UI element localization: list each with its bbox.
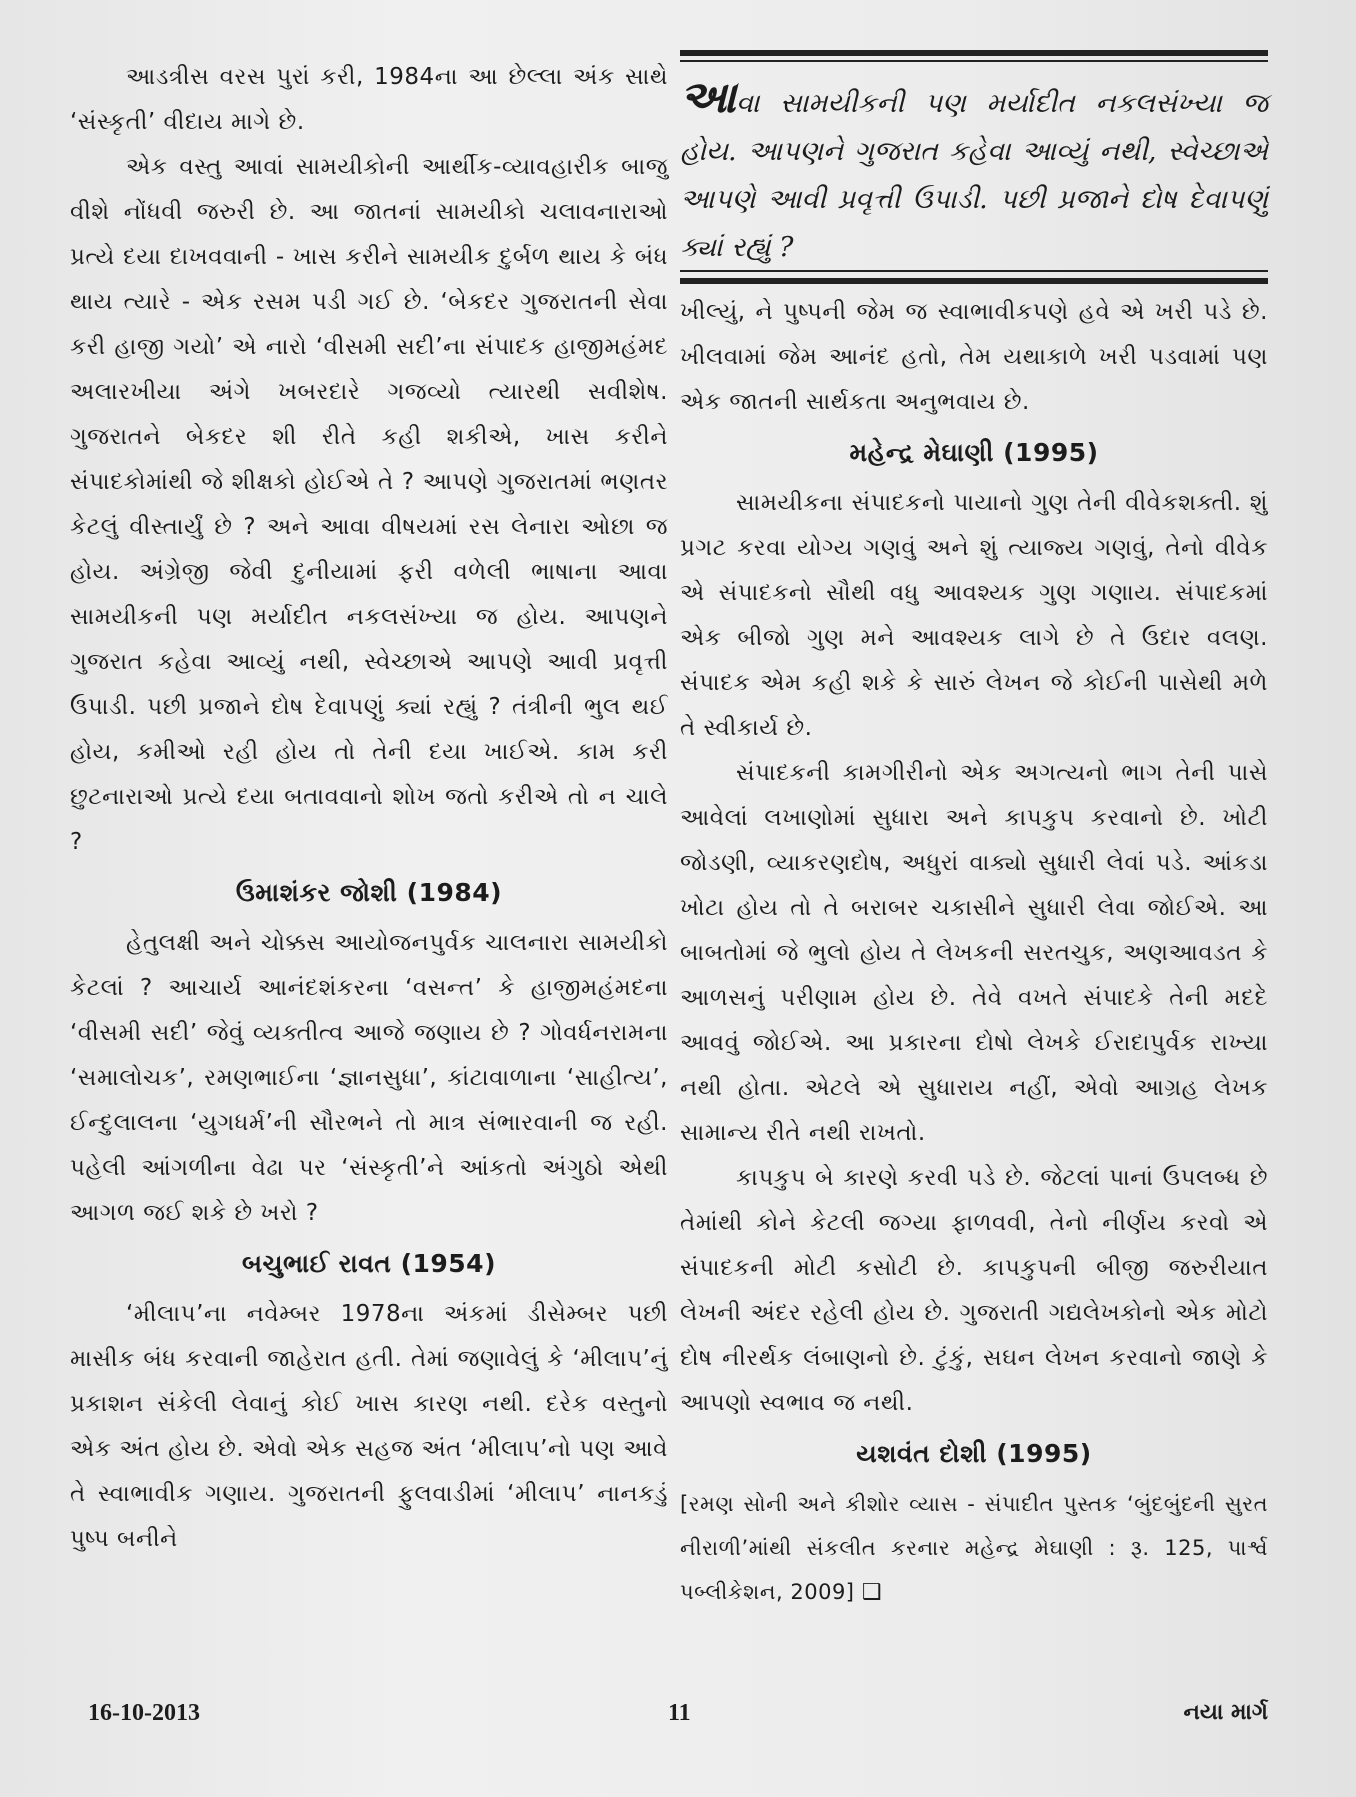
author-signature: યશવંત દોશી (1995) — [856, 1439, 1092, 1468]
author-signature: મહેન્દ્ર મેઘાણી (1995) — [849, 438, 1099, 467]
paragraph: કાપકુપ બે કારણે કરવી પડે છે. જેટલાં પાનાં ઉપલબ્ધ છે તેમાંથી કોને કેટલી જગ્યા ફાળવવી, તેનો નીર્ણય કરવો એ સંપાદકની મોટી કસોટી છે. કાપકુપની બીજી જરુરીયાત લેખની અંદર રહેલી હોય છે. ગુજરાતી ગદ્યલેખકોનો એક મોટો દોષ નીરર્થક લંબાણનો છે. ટુંકું, સઘન લેખન કરવાનો જાણે કે આપણો સ્વભાવ જ નથી. — [680, 1165, 1268, 1416]
paragraph: એક વસ્તુ આવાં સામયીકોની આર્થીક-વ્યાવહારીક બાજુ વીશે નોંધવી જરુરી છે. આ જાતનાં સામયીકો ચલાવનારાઓ પ્રત્યે દયા દાખવવાની - ખાસ કરીને સામયીક દુર્બળ થાય કે બંધ થાય ત્યારે - એક રસમ પડી ગઈ છે. ‘બેકદર ગુજરાતની સેવા કરી હાજી ગયો’ એ નારો ‘વીસમી સદી’ના સંપાદક હાજીમહંમદ અલારખીયા અંગે ખબરદારે ગજવ્યો ત્યારથી સવીશેષ. ગુજરાતને બેકદર શી રીતે કહી શકીએ, ખાસ કરીને સંપાદકોમાંથી જે શીક્ષકો હોઈએ તે ? આપણે ગુજરાતમાં ભણતર કેટલું વીસ્તાર્યું છે ? અને આવા વીષયમાં રસ લેનારા ઓછા જ હોય. અંગ્રેજી જેવી દુનીયામાં ફરી વળેલી ભાષાના આવા સામયીકની પણ મર્યાદીત નકલસંખ્યા જ હોય. આપણને ગુજરાત કહેવા આવ્યું નથી, સ્વેચ્છાએ આપણે આવી પ્રવૃત્તી ઉપાડી. પછી પ્રજાને દોષ દેવાપણું ક્યાં રહ્યું ? તંત્રીની ભુલ થઈ હોય, કમીઓ રહી હોય તો તેની દયા ખાઈએ. કામ કરી છુટનારાઓ પ્રત્યે દયા બતાવવાનો શોખ જતો કરીએ તો ન ચાલે ? — [70, 154, 668, 855]
author-signature: ઉમાશંકર જોશી (1984) — [235, 878, 503, 907]
right-column — [680, 290, 1268, 1615]
pull-quote-body: વા સામયીકની પણ મર્યાદીત નકલસંખ્યા જ હોય. આપણને ગુજરાત કહેવા આવ્યું નથી, સ્વેચ્છાએ આપણે આવી પ્રવૃત્તી ઉપાડી. પછી પ્રજાને દોષ દેવાપણું ક્યાં રહ્યું ? — [680, 88, 1268, 263]
paragraph: આડત્રીસ વરસ પુરાં કરી, 1984ના આ છેલ્લા અંક સાથે ‘સંસ્કૃતી’ વીદાય માગે છે. — [70, 64, 668, 135]
reference-note — [680, 1482, 1268, 1615]
page-number: 11 — [668, 1700, 691, 1726]
drop-cap: આ — [680, 72, 736, 123]
pull-quote-top-rule-thin — [680, 60, 1268, 62]
footer-date: 16-10-2013 — [88, 1700, 200, 1726]
pull-quote — [680, 50, 1268, 286]
magazine-name: નયા માર્ગ — [1183, 1700, 1268, 1725]
pull-quote-top-rule — [680, 50, 1268, 56]
left-column — [70, 55, 668, 1562]
reference-text: [રમણ સોની અને કીશોર વ્યાસ - સંપાદીત પુસ્તક ‘બુંદબુંદની સુરત નીરાળી’માંથી સંકલીત કરનાર મહેન્દ્ર મેઘાણી : રૂ. 125, પાર્શ્વ પબ્લીકેશન, 2009] — [680, 1492, 1268, 1604]
paragraph: ખીલ્યું, ને પુષ્પની જેમ જ સ્વાભાવીકપણે હવે એ ખરી પડે છે. ખીલવામાં જેમ આનંદ હતો, તેમ યથાકાળે ખરી પડવામાં પણ એક જાતની સાર્થકતા અનુભવાય છે. — [680, 299, 1268, 415]
end-mark-icon: ❑ — [861, 1580, 882, 1605]
paragraph: ‘મીલાપ’ના નવેમ્બર 1978ના અંકમાં ડીસેમ્બર પછી માસીક બંધ કરવાની જાહેરાત હતી. તેમાં જણાવેલું કે ‘મીલાપ’નું પ્રકાશન સંકેલી લેવાનું કોઈ ખાસ કારણ નથી. દરેક વસ્તુનો એક અંત હોય છે. એવો એક સહજ અંત ‘મીલાપ’નો પણ આવે તે સ્વાભાવીક ગણાય. ગુજરાતની ફુલવાડીમાં ‘મીલાપ’ નાનકડું પુષ્પ બનીને — [70, 1301, 668, 1552]
author-signature: બચુભાઈ રાવત (1954) — [241, 1249, 497, 1278]
pull-quote-bottom-rule-thin — [680, 270, 1268, 272]
paragraph: હેતુલક્ષી અને ચોક્કસ આયોજનપુર્વક ચાલનારા સામયીકો કેટલાં ? આચાર્ય આનંદશંકરના ‘વસન્ત’ કે હાજીમહંમદના ‘વીસમી સદી’ જેવું વ્યક્તીત્વ આજે જણાય છે ? ગોવર્ધનરામના ‘સમાલોચક’, રમણભાઈના ‘જ્ઞાનસુધા’, કાંટાવાળાના ‘સાહીત્ય’, ઈન્દુલાલના ‘યુગધર્મ’ની સૌરભને તો માત્ર સંભારવાની જ રહી. પહેલી આંગળીના વેઢા પર ‘સંસ્કૃતી’ને આંકતો અંગુઠો એથી આગળ જઈ શકે છે ખરો ? — [70, 930, 668, 1226]
paragraph: સામયીકના સંપાદકનો પાયાનો ગુણ તેની વીવેકશક્તી. શું પ્રગટ કરવા યોગ્ય ગણવું અને શું ત્યાજ્ય ગણવું, તેનો વીવેક એ સંપાદકનો સૌથી વધુ આવશ્યક ગુણ ગણાય. સંપાદકમાં એક બીજો ગુણ મને આવશ્યક લાગે છે તે ઉદાર વલણ. સંપાદક એમ કહી શકે કે સારું લેખન જે કોઈની પાસેથી મળે તે સ્વીકાર્ય છે. — [680, 490, 1268, 741]
page-footer — [88, 1700, 1268, 1736]
pull-quote-text — [680, 74, 1268, 272]
pull-quote-bottom-rule — [680, 278, 1268, 284]
paragraph: સંપાદકની કામગીરીનો એક અગત્યનો ભાગ તેની પાસે આવેલાં લખાણોમાં સુધારા અને કાપકુપ કરવાનો છે. ખોટી જોડણી, વ્યાકરણદોષ, અધુરાં વાક્યો સુધારી લેવાં પડે. આંકડા ખોટા હોય તો તે બરાબર ચકાસીને સુધારી લેવા જોઈએ. આ બાબતોમાં જે ભુલો હોય તે લેખકની સરતચુક, અણઆવડત કે આળસનું પરીણામ હોય છે. તેવે વખતે સંપાદકે તેની મદદે આવવું જોઈએ. આ પ્રકારના દોષો લેખકે ઈરાદાપુર્વક રાખ્યા નથી હોતા. એટલે એ સુધારાય નહીં, એવો આગ્રહ લેખક સામાન્ય રીતે નથી રાખતો. — [680, 760, 1268, 1146]
